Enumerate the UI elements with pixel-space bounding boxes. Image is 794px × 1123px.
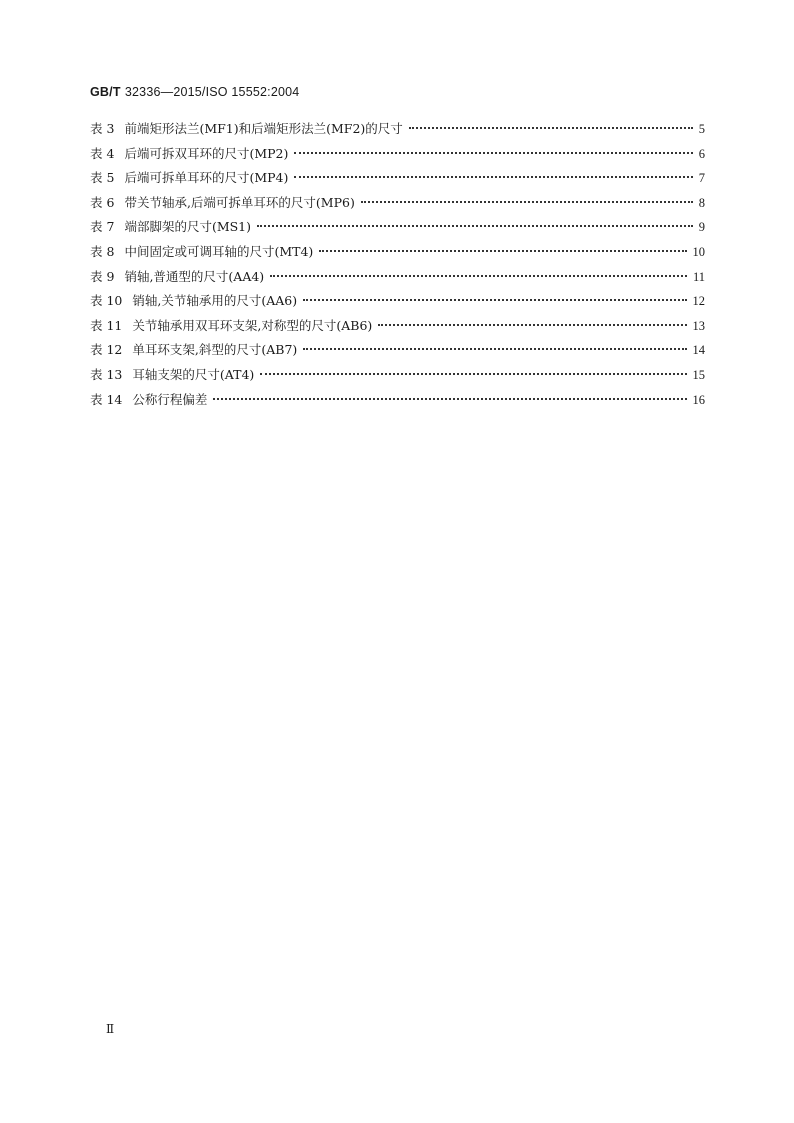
toc-entry-number: 表 7	[90, 219, 115, 235]
toc-leader-dots	[303, 336, 686, 350]
toc-entry-page: 8	[698, 195, 705, 210]
toc-leader-dots	[257, 213, 693, 227]
toc-entry-title: 端部脚架的尺寸(MS1)	[124, 219, 252, 235]
toc-leader-dots	[294, 140, 692, 154]
toc-entry-page: 5	[698, 122, 705, 136]
toc-entry-title: 带关节轴承,后端可拆单耳环的尺寸(MP6)	[124, 194, 355, 210]
toc-entry[interactable]	[90, 390, 705, 415]
toc-entry-title: 关节轴承用双耳环支架,对称型的尺寸(AB6)	[132, 317, 373, 333]
toc-entry-number: 表 3	[90, 121, 115, 136]
toc-entry-number: 表 8	[90, 243, 115, 259]
toc-entry-title: 中间固定或可调耳轴的尺寸(MT4)	[124, 243, 314, 259]
toc-leader-dots	[260, 361, 686, 375]
toc-entry-page: 7	[698, 171, 705, 186]
toc-entry-number: 表 5	[90, 170, 115, 186]
toc-entry-title: 耳轴支架的尺寸(AT4)	[132, 366, 255, 382]
standard-number: 32336—2015/ISO 15552:2004	[124, 85, 300, 99]
toc-entry-page: 13	[692, 318, 705, 333]
toc-leader-dots	[361, 189, 693, 203]
toc-entry-page: 14	[692, 343, 705, 358]
toc-leader-dots	[409, 115, 693, 129]
toc-entry-number: 表 11	[90, 317, 123, 333]
toc-leader-dots	[270, 263, 687, 277]
toc-entry-page: 6	[698, 146, 705, 161]
toc-entry-number: 表 12	[90, 342, 123, 358]
toc-entry-title: 销轴,关节轴承用的尺寸(AA6)	[132, 293, 298, 309]
toc-leader-dots	[303, 287, 686, 301]
toc-entry-title: 单耳环支架,斜型的尺寸(AB7)	[132, 342, 298, 358]
toc-entry-number: 表 10	[90, 293, 123, 309]
toc-entry-title: 后端可拆双耳环的尺寸(MP2)	[124, 145, 289, 161]
toc-entry-number: 表 13	[90, 366, 123, 382]
toc-leader-dots	[378, 312, 686, 326]
toc-entry-page: 9	[698, 220, 705, 235]
toc-entry-page: 16	[692, 392, 705, 407]
table-of-contents	[90, 119, 705, 414]
toc-leader-dots	[319, 238, 686, 252]
toc-entry-page: 10	[692, 244, 705, 259]
toc-leader-dots	[294, 164, 692, 178]
toc-entry-title: 销轴,普通型的尺寸(AA4)	[124, 268, 265, 284]
standard-code: GB/T	[90, 85, 121, 99]
toc-entry-title: 公称行程偏差	[132, 391, 208, 407]
toc-leader-dots	[213, 386, 686, 400]
toc-entry-number: 表 14	[90, 391, 123, 407]
page-number: Ⅱ	[106, 1022, 115, 1036]
toc-entry-page: 15	[692, 367, 705, 382]
toc-entry-page: 11	[692, 269, 705, 284]
toc-entry-number: 表 4	[90, 145, 115, 161]
toc-entry-title: 后端可拆单耳环的尺寸(MP4)	[124, 170, 289, 186]
toc-entry-title: 前端矩形法兰(MF1)和后端矩形法兰(MF2)的尺寸	[124, 121, 403, 136]
toc-entry-number: 表 6	[90, 194, 115, 210]
toc-entry-number: 表 9	[90, 268, 115, 284]
document-header	[90, 84, 299, 99]
toc-entry-page: 12	[692, 294, 705, 309]
